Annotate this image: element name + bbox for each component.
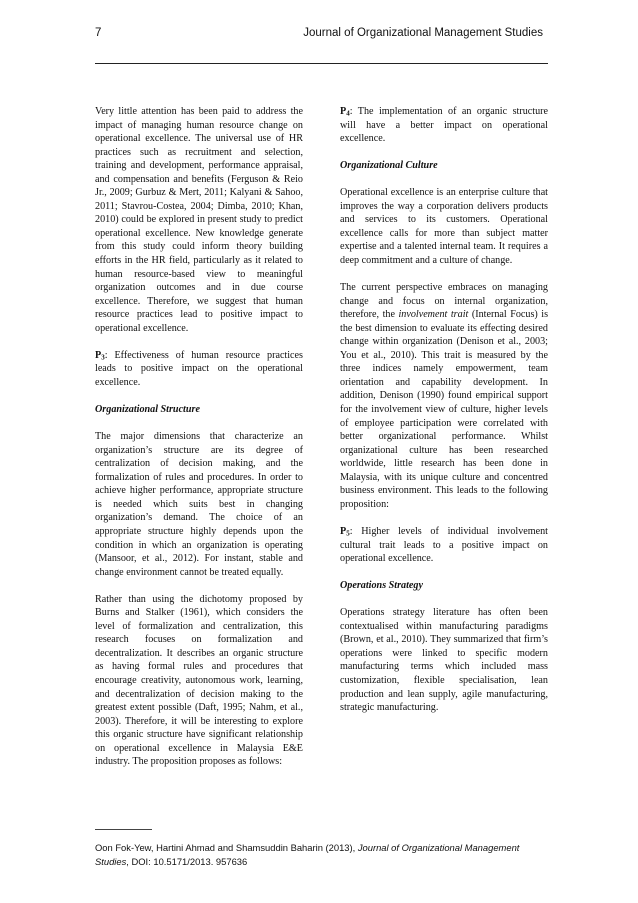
heading-organizational-structure: Organizational Structure (95, 404, 200, 416)
dichotomy-paragraph: Rather than using the dichotomy proposed by Burns and Stalker (1961), which considers the level of formalization and centralization, this research focuses on formalization and decentralization. It describes an organic structure as having formal rules and procedures that encourage creativity, autonomous work, learning, and decentralization of decision making to the greatest extent possible (Daft, 1995; Nahm, et al., 2003). Therefore, it will be interesting to explore this organic structure have significant relationship on operational excellence in Malaysia E&E industry. The proposition proposes as follows: (95, 593, 303, 768)
p3-text: : Effectiveness of human resource practices leads to positive impact on the operational excellence. (95, 349, 303, 388)
proposition-p5 (340, 525, 548, 566)
involvement-trait-term: involvement trait (398, 309, 469, 321)
p5-text: : Higher levels of individual involvement cultural trait leads to a positive impact on operational excellence. (340, 525, 548, 565)
involvement-text-b: (Internal Focus) is the best dimension to evaluate its effecting desired change within organization (Denison et al., 2003; You et al., 2010). This trait is measured by the three indices namely empowerment, team orientation and capability development. In addition, Denison (1990) found empirical support for the involvement view of culture, higher levels of employee participation were correlated with better organizational performance. Whilst organizational culture has been researched worldwide, little research has been done in Malaysia, with its unique culture and concentred business environment. This leads to the following proposition: (340, 309, 549, 510)
p5-subscript: 5 (346, 529, 350, 538)
p3-subscript: 3 (101, 353, 105, 362)
p5-label: P (340, 525, 347, 537)
journal-name: Journal of Organizational Management Studies (303, 27, 543, 39)
structure-paragraph: The major dimensions that characterize an organization’s structure are its degree of centralization of decision making, and the formalization of rules and procedures. In order to achieve higher performance, appropriate structure is needed which suits best in changing organization’s demand. The choice of an appropriate structure highly depends upon the condition in which an organization is operating (Mansoor, et al., 2012). For instant, stable and change environment cannot be treated equally. (95, 431, 303, 578)
p3-label: P (95, 349, 102, 361)
p4-subscript: 4 (346, 109, 350, 118)
footer-rule (95, 829, 152, 830)
operations-paragraph: Operations strategy literature has often been contextualised within manufacturing paradigms (Brown, et al., 2010). They summarized that firm’s operations were linked to specific modern manufacturing terms which included mass customization, flexible specialisation, lean production and lean supply, agile manufacturing, strategic manufacturing. (340, 607, 548, 714)
footer-doi: , DOI: 10.5171/2013. 957636 (126, 855, 248, 867)
involvement-paragraph (340, 281, 548, 511)
header-rule (95, 63, 548, 64)
heading-operations-strategy: Operations Strategy (340, 580, 423, 592)
page-number: 7 (95, 27, 102, 39)
proposition-p4 (340, 105, 548, 146)
culture-paragraph: Operational excellence is an enterprise culture that improves the way a corporation delivers products and services to its customers. Operational excellence calls for more than subject matter expertise and a talented internal team. It requires a deep commitment and a culture of change. (340, 187, 548, 267)
citation-footer (95, 841, 540, 868)
p4-label: P (340, 106, 347, 117)
proposition-p3 (95, 349, 303, 390)
involvement-text-a: The current perspective embraces on managing change and focus on internal organization, therefore, the (340, 282, 548, 321)
left-column (95, 105, 303, 782)
intro-paragraph: Very little attention has been paid to address the impact of managing human resource change on operational excellence. The universal use of HR practices such as recruitment and selection, training and development, performance appraisal, and compensation and benefits (Ferguson & Reio Jr., 2009; Gurbuz & Mert, 2011; Kalyani & Sahoo, 2011; Stavrou-Costea, 2004; Dimba, 2010; Khan, 2010) could be explored in present study to predict operational excellence. New knowledge generate from this study could inform theory building efforts in the HR field, particularly as it related to human resource-based view to meaningful organization outcomes and in due course excellence. Therefore, we suggest that human resource practices lead to positive impact to operational excellence. (95, 106, 303, 334)
heading-organizational-culture: Organizational Culture (340, 160, 438, 172)
p4-text: : The implementation of an organic structure will have a better impact on operational excellence. (340, 106, 548, 145)
right-column (340, 105, 548, 728)
footer-authors: Oon Fok-Yew, Hartini Ahmad and Shamsuddin Baharin (2013), (95, 842, 358, 853)
footer-journal: Journal of Organizational Management Studies (95, 842, 520, 867)
